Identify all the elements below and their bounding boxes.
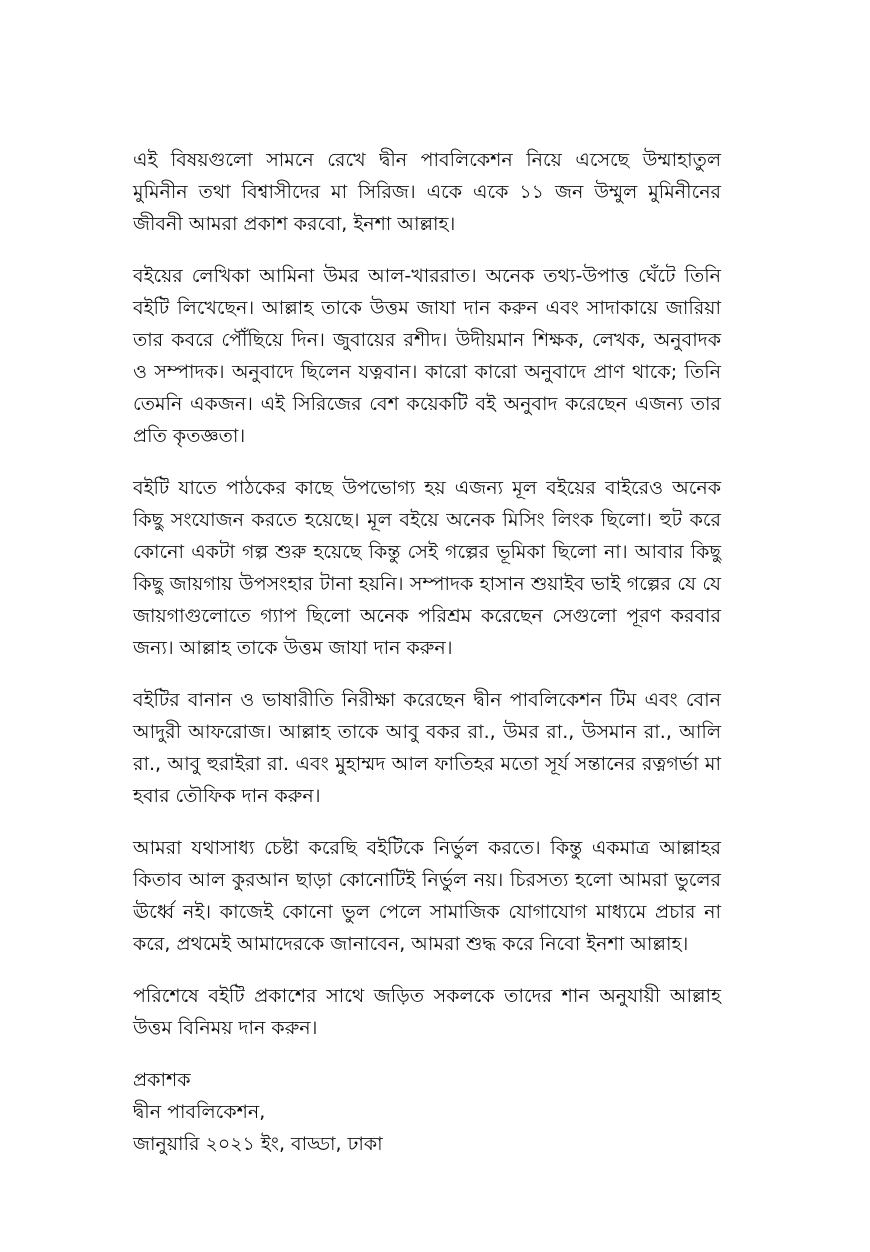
signature-date-place: জানুয়ারি ২০২১ ইং, বাড্ডা, ঢাকা — [133, 1133, 383, 1155]
paragraph-2: বইয়ের লেখিকা আমিনা উমর আল-খাররাত। অনেক তথ্য-উপাত্ত ঘেঁটে তিনি বইটি লিখেছেন। আল্লাহ তাকে উত্তম জাযা দান করুন এবং সাদাকায়ে জারিয়া তার কবরে পৌঁছিয়ে দিন। জুবায়ের রশীদ। উদীয়মান শিক্ষক, লেখক, অনুবাদক ও সম্পাদক। অনুবাদে ছিলেন যত্নবান। কারো কারো অনুবাদে প্রাণ থাকে; তিনি তেমনি একজন। এই সিরিজের বেশ কয়েকটি বই অনুবাদ করেছেন এজন্য তার প্রতি কৃতজ্ঞতা। — [133, 265, 721, 447]
paragraph-1: এই বিষয়গুলো সামনে রেখে দ্বীন পাবলিকেশন নিয়ে এসেছে উম্মাহাতুল মুমিনীন তথা বিশ্বাসীদের মা সিরিজ। একে একে ১১ জন উম্মুল মুমিনীনের জীবনী আমরা প্রকাশ করবো, ইনশা আল্লাহ। — [133, 149, 721, 235]
paragraph-5: আমরা যথাসাধ্য চেষ্টা করেছি বইটিকে নির্ভুল করতে। কিন্তু একমাত্র আল্লাহর কিতাব আল কুরআন ছাড়া কোনোটিই নির্ভুল নয়। চিরসত্য হলো আমরা ভুলের ঊর্ধ্বে নই। কাজেই কোনো ভুল পেলে সামাজিক যোগাযোগ মাধ্যমে প্রচার না করে, প্রথমেই আমাদেরকে জানাবেন, আমরা শুদ্ধ করে নিবো ইনশা আল্লাহ। — [133, 837, 721, 955]
signature-name: দ্বীন পাবলিকেশন, — [133, 1101, 266, 1123]
paragraph-3: বইটি যাতে পাঠকের কাছে উপভোগ্য হয় এজন্য মূল বইয়ের বাইরেও অনেক কিছু সংযোজন করতে হয়েছে। মূল বইয়ে অনেক মিসিং লিংক ছিলো। হুট করে কোনো একটা গল্প শুরু হয়েছে কিন্তু সেই গল্পের ভূমিকা ছিলো না। আবার কিছু কিছু জায়গায় উপসংহার টানা হয়নি। সম্পাদক হাসান শুয়াইব ভাই গল্পের যে যে জায়গাগুলোতে গ্যাপ ছিলো অনেক পরিশ্রম করেছেন সেগুলো পূরণ করবার জন্য। আল্লাহ তাকে উত্তম জাযা দান করুন। — [133, 477, 721, 659]
document-body — [133, 144, 721, 1160]
paragraph-6: পরিশেষে বইটি প্রকাশের সাথে জড়িত সকলকে তাদের শান অনুযায়ী আল্লাহ উত্তম বিনিময় দান করুন। — [133, 985, 721, 1039]
signature-role: প্রকাশক — [133, 1069, 191, 1091]
publisher-signature — [133, 1064, 721, 1160]
paragraph-4: বইটির বানান ও ভাষারীতি নিরীক্ষা করেছেন দ্বীন পাবলিকেশন টিম এবং বোন আদুরী আফরোজ। আল্লাহ তাকে আবু বকর রা., উমর রা., উসমান রা., আলি রা., আবু হুরাইরা রা. এবং মুহাম্মদ আল ফাতিহর মতো সূর্য সন্তানের রত্নগর্ভা মা হবার তৌফিক দান করুন। — [133, 689, 721, 807]
